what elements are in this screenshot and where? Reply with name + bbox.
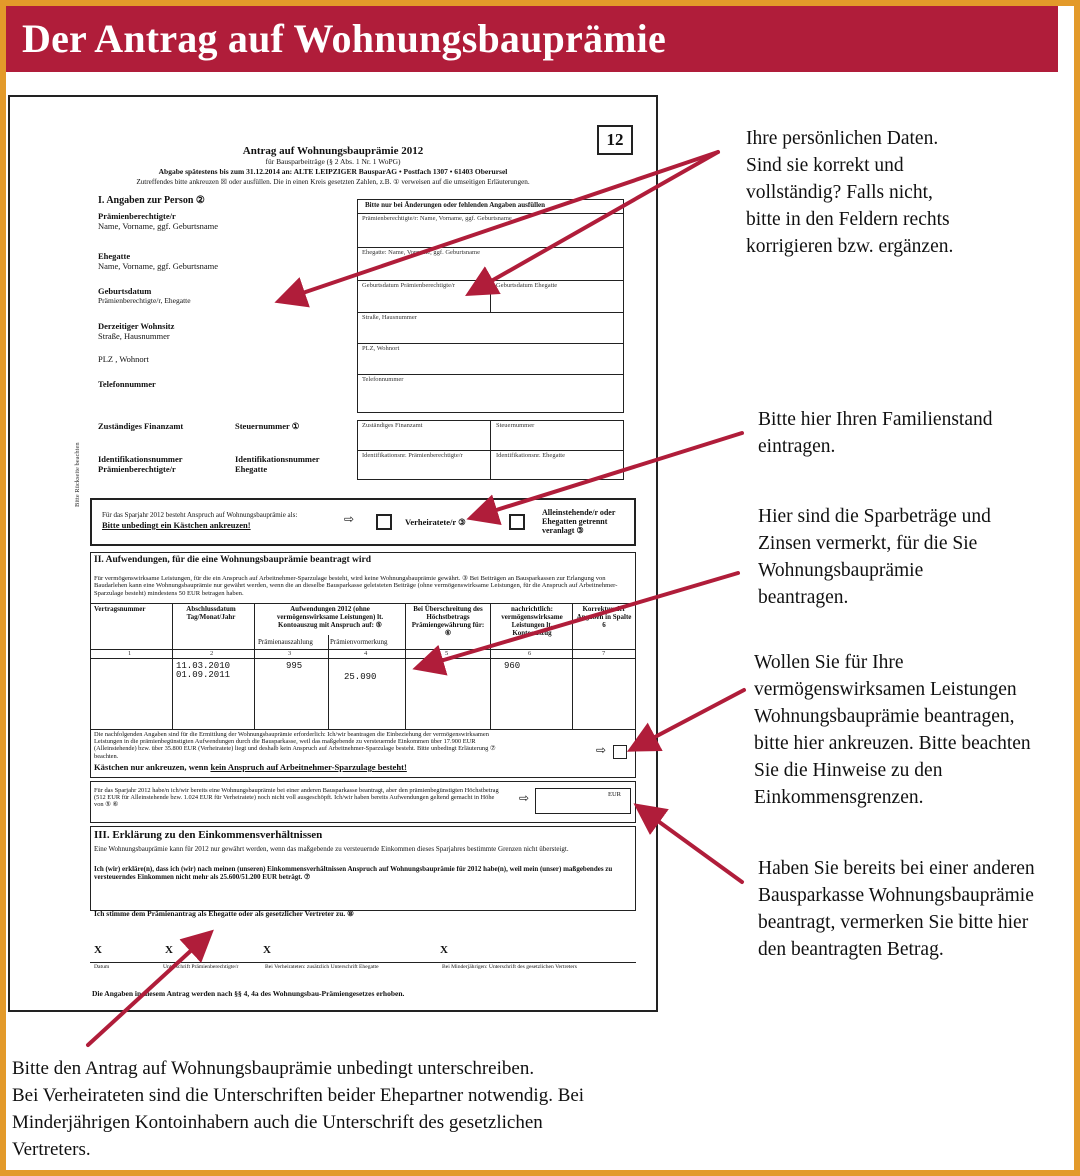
ident-label-spouse-role: Ehegatte	[235, 463, 268, 474]
col-number: 6	[528, 650, 532, 657]
correction-field-birthdate[interactable]: Geburtsdatum Prämienberechtigte/r	[362, 282, 455, 289]
correction-field-city[interactable]: PLZ, Wohnort	[362, 345, 400, 352]
col-header-cap: Bei Überschreitung des Höchstbetrags Prämiengewährung für: ⑥	[411, 605, 485, 638]
finanzamt-label: Zuständiges Finanzamt	[98, 421, 184, 431]
signature-caption-date[interactable]: Datum	[94, 964, 110, 970]
section2-intro: Für vermögenswirksame Leistungen, für die ein Anspruch auf Arbeitnehmer-Sparzulage besteht, wird keine Wohnungsbauprämie gewährt. ③ Bei Beiträgen an Bausparkassen zur Erlangung von Baudarlehen kann eine Wohnungsbauprämie nur gewährt werden, wenn die an dieselbe Bausparkasse geleisteten Beiträge (ohne vermögenswirksame Leistungen, für die Anspruch auf Arbeitnehmer-Sparzulage besteht) mindestens 50 EUR betragen haben.	[94, 575, 618, 597]
col-number: 3	[288, 650, 292, 657]
field-label: Geburtsdatum	[98, 286, 152, 296]
note-line: vermögenswirksamen Leistungen	[754, 679, 1017, 700]
col-header-contract: Vertragsnummer	[94, 605, 146, 613]
note-marital-status	[758, 406, 993, 460]
title-banner	[6, 6, 1058, 72]
note-line: Vertreters.	[12, 1139, 91, 1160]
note-line: den beantragten Betrag.	[758, 939, 944, 960]
note-signature	[12, 1055, 584, 1163]
note-line: Minderjährigen Kontoinhabern auch die Unterschrift des gesetzlichen	[12, 1112, 543, 1133]
col-header-vwl: nachrichtlich: vermögenswirksame Leistungen lt. Kontoauszug	[501, 605, 563, 638]
form-footer: Die Angaben in diesem Antrag werden nach §§ 4, 4a des Wohnungsbau-Prämiengesetzes erhoben.	[92, 989, 405, 998]
note-line: beantragt, vermerken Sie bitte hier	[758, 912, 1029, 933]
form-title: Antrag auf Wohnungsbauprämie 2012	[242, 145, 424, 157]
note-line: beantragen.	[758, 587, 849, 608]
note-line: Wollen Sie für Ihre	[754, 652, 904, 673]
correction-field-phone[interactable]: Telefonnummer	[362, 376, 404, 383]
single-checkbox[interactable]	[509, 514, 525, 530]
note-line: Wohnungsbauprämie beantragen,	[754, 706, 1015, 727]
section2-heading: II. Aufwendungen, für die eine Wohnungsbauprämie beantragt wird	[94, 555, 372, 565]
arrow-right-icon: ⇨	[344, 512, 355, 526]
col-header-correction: Korrektur der Angaben in Spalte 6	[576, 605, 632, 630]
form-number: 12	[597, 125, 633, 155]
signature-mark: X	[94, 944, 102, 956]
signature-caption-applicant[interactable]: Unterschrift Prämienberechtigte/r	[163, 964, 239, 970]
correction-field-birthdate-spouse[interactable]: Geburtsdatum Ehegatte	[496, 282, 558, 289]
note-line: Bitte den Antrag auf Wohnungsbauprämie unbedingt unterschreiben.	[12, 1058, 535, 1079]
signature-mark: X	[263, 944, 271, 956]
note-savings	[758, 503, 991, 611]
note-personal-data	[746, 125, 953, 260]
form-deadline: Abgabe spätestens bis zum 31.12.2014 an: ALTE LEIPZIGER BausparAG • Postfach 1307 • 61403 Oberursel	[158, 167, 508, 176]
eur-unit: EUR	[608, 791, 621, 798]
note-line: Bei Verheirateten sind die Unterschriften beider Ehepartner notwendig. Bei	[12, 1085, 585, 1106]
col-header-date: Abschlussdatum Tag/Monat/Jahr	[186, 605, 236, 622]
section1-heading: I. Angaben zur Person ②	[98, 195, 205, 206]
form-instruction: Zutreffendes bitte ankreuzen ☒ oder ausfüllen. Die in einen Kreis gesetzten Zahlen, z.B. ① verweisen auf die umseitigen Erläuterungen.	[136, 178, 530, 186]
vwl-cta-link: kein Anspruch auf Arbeitnehmer-Sparzulage besteht!	[210, 762, 407, 772]
ident-field-applicant[interactable]: Identifikationsnr. Prämienberechtigte/r	[362, 452, 463, 459]
field-sublabel: Straße, Hausnummer	[98, 330, 170, 341]
note-line: bitte in den Feldern rechts	[746, 209, 950, 230]
note-line: korrigieren bzw. ergänzen.	[746, 236, 954, 257]
payout-amount: 995	[286, 661, 303, 671]
section3-p1: Eine Wohnungsbauprämie kann für 2012 nur gewährt werden, wenn das maßgebende zu versteuernde Einkommen dieses Sparjahres bestimmte Grenzen nicht übersteigt.	[94, 845, 569, 853]
col-number: 5	[445, 650, 449, 657]
finanzamt-field[interactable]: Zuständiges Finanzamt	[362, 422, 423, 429]
ident-field-spouse[interactable]: Identifikationsnr. Ehegatte	[496, 452, 565, 459]
col-number: 7	[602, 650, 606, 657]
note-line: bitte hier ankreuzen. Bitte beachten	[754, 733, 1031, 754]
section3-p2: Ich (wir) erkläre(n), dass ich (wir) nach meinen (unseren) Einkommensverhältnissen Anspruch auf Wohnungsbauprämie für 2012 habe(n), weil mein (unser) maßgebendes zu versteuerndes Einkommen nicht mehr als 25.600/51.200 EUR beträgt. ⑦	[94, 865, 613, 882]
signature-caption-spouse[interactable]: Bei Verheirateten: zusätzlich Unterschrift Ehegatte	[265, 964, 379, 970]
signature-mark: X	[440, 944, 448, 956]
ident-label-spouse: Identifikationsnummer	[235, 454, 320, 464]
arrow-right-icon: ⇨	[519, 791, 530, 805]
note-line: Bausparkasse Wohnungsbauprämie	[758, 885, 1034, 906]
side-text: Bitte Rückseite beachten	[74, 442, 81, 507]
vwl-amount: 960	[504, 661, 521, 671]
field-sublabel: PLZ , Wohnort	[98, 354, 149, 364]
field-label: Prämienberechtigte/r	[98, 211, 176, 221]
note-line: Sind sie korrekt und	[746, 155, 904, 176]
note-line: Hier sind die Sparbeträge und	[758, 506, 991, 527]
note-line: Ihre persönlichen Daten.	[746, 128, 939, 149]
correction-field-spouse[interactable]: Ehegatte: Name, Vorname, ggf. Geburtsname	[362, 249, 480, 256]
ident-label-applicant: Identifikationsnummer	[98, 454, 183, 464]
correction-field-street[interactable]: Straße, Hausnummer	[362, 314, 417, 321]
steuernummer-label: Steuernummer ①	[235, 421, 300, 431]
note-line: Zinsen vermerkt, für die Sie	[758, 533, 978, 554]
field-sublabel: Name, Vorname, ggf. Geburtsname	[98, 220, 219, 231]
correction-field-name[interactable]: Prämienberechtigte/r: Name, Vorname, ggf. Geburtsname	[362, 215, 512, 222]
section3-heading: III. Erklärung zu den Einkommensverhältnissen	[94, 829, 323, 841]
reserved-amount: 25.090	[344, 672, 377, 682]
note-line: Einkommensgrenzen.	[754, 787, 924, 808]
married-label: Verheiratete/r ③	[405, 517, 466, 527]
status-text: Für das Sparjahr 2012 besteht Anspruch auf Wohnungsbauprämie als:	[102, 511, 298, 519]
note-line: Wohnungsbauprämie	[758, 560, 924, 581]
signature-mark: X	[165, 944, 173, 956]
contract-date: 11.03.2010	[176, 661, 231, 671]
col-number: 4	[364, 650, 368, 657]
vwl-checkbox[interactable]	[613, 745, 627, 759]
status-cta: Bitte unbedingt ein Kästchen ankreuzen!	[102, 520, 251, 530]
correction-header: Bitte nur bei Änderungen oder fehlenden Angaben ausfüllen	[365, 201, 546, 209]
note-line: Sie die Hinweise zu den	[754, 760, 943, 781]
note-line: eintragen.	[758, 436, 836, 457]
field-label: Derzeitiger Wohnsitz	[98, 321, 175, 331]
col-header-expenses: Aufwendungen 2012 (ohne vermögenswirksame Leistungen) lt. Kontoauszug mit Anspruch auf: ⑤	[276, 605, 384, 630]
single-label: Alleinstehende/r oder Ehegatten getrennt veranlagt ③	[542, 508, 616, 536]
note-vwl	[754, 649, 1031, 811]
ident-label-applicant-role: Prämienberechtigte/r	[98, 463, 176, 474]
subcol-vormerkung: Prämienvormerkung	[330, 638, 388, 646]
vwl-note: Die nachfolgenden Angaben sind für die Ermittlung der Wohnungsbauprämie erforderlich: Ich/wir beantragen die Einbeziehung der vermögenswirksamen Leistungen in die prämienbegünstigten Aufwendungen durch die Bausparkasse, weil das maßgebende zu versteuernde Einkommen über 17.900 EUR (Alleinstehende) bzw. über 35.800 EUR (Verheiratete) liegt und deshalb kein Anspruch auf Arbeitnehmer-Sparzulage besteht. Bitte unbedingt Erläuterung ⑦ beachten.	[94, 731, 496, 760]
note-other-bausparkasse	[758, 855, 1035, 963]
consent-text: Ich stimme dem Prämienantrag als Ehegatte oder als gesetzlicher Vertreter zu. ⑧	[94, 909, 354, 918]
application-form	[8, 95, 658, 1012]
arrow-right-icon: ⇨	[596, 743, 607, 757]
col-number: 2	[210, 650, 214, 657]
field-sublabel: Name, Vorname, ggf. Geburtsname	[98, 260, 219, 271]
note-line: Bitte hier Ihren Familienstand	[758, 409, 993, 430]
field-sublabel: Prämienberechtigte/r, Ehegatte	[98, 295, 191, 305]
married-checkbox[interactable]	[376, 514, 392, 530]
form-subtitle: für Bausparbeiträge (§ 2 Abs. 1 Nr. 1 WoPG)	[265, 157, 401, 166]
field-label: Telefonnummer	[98, 379, 156, 389]
contract-date: 01.09.2011	[176, 670, 231, 680]
steuernummer-field[interactable]: Steuernummer	[496, 422, 535, 429]
vwl-cta-prefix: Kästchen nur ankreuzen, wenn	[94, 762, 211, 772]
col-number: 1	[128, 650, 132, 657]
signature-caption-guardian[interactable]: Bei Minderjährigen: Unterschrift des gesetzlichen Vertreters	[442, 964, 577, 970]
other-bausparkasse-text: Für das Sparjahr 2012 habe/n ich/wir bereits eine Wohnungsbauprämie bei einer anderen Bausparkasse beantragt, aber den prämienbegünstigten Höchstbetrag (512 EUR für Alleinstehende bzw. 1.024 EUR für Verheiratete) noch nicht voll ausgeschöpft. Ich/wir haben bereits Aufwendungen geltend gemacht in Höhe von ⑤ ⑥	[94, 787, 499, 809]
arrow-right-icon: ⇨	[486, 512, 497, 526]
note-line: Haben Sie bereits bei einer anderen	[758, 858, 1035, 879]
page-title: Der Antrag auf Wohnungsbauprämie	[22, 16, 666, 61]
note-line: vollständig? Falls nicht,	[746, 182, 933, 203]
field-label: Ehegatte	[98, 251, 131, 261]
subcol-auszahlung: Prämienauszahlung	[258, 638, 313, 646]
